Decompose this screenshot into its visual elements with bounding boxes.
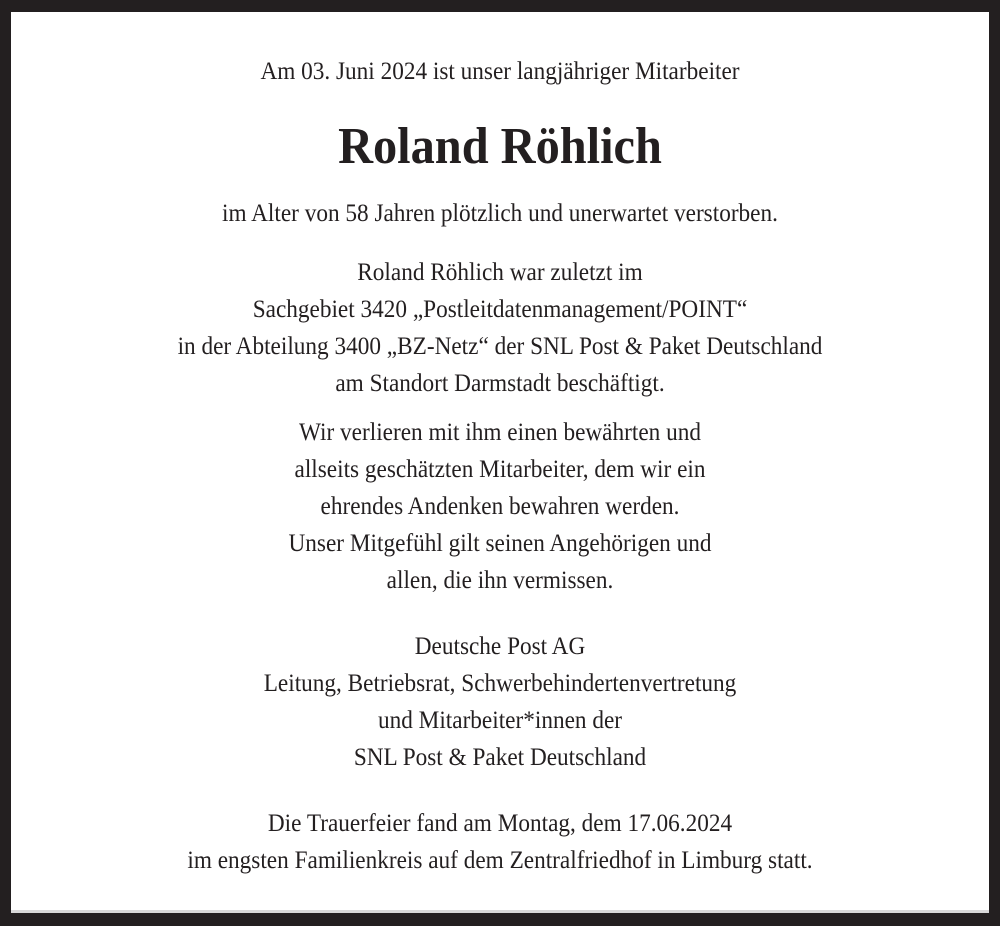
funeral-line: im engsten Familienkreis auf dem Zentralfriedhof in Limburg statt. [187, 847, 813, 874]
position-line: Roland Röhlich war zuletzt im [357, 259, 643, 286]
signature-line: Leitung, Betriebsrat, Schwerbehindertenvertretung [263, 670, 737, 697]
tribute-line: Unser Mitgefühl gilt seinen Angehörigen und [288, 530, 712, 557]
position-line: am Standort Darmstadt beschäftigt. [335, 370, 665, 397]
signature-line: Deutsche Post AG [414, 633, 586, 660]
position-line: Sachgebiet 3420 „Postleitdatenmanagement/POINT“ [252, 296, 748, 323]
tribute-line: allseits geschätzten Mitarbeiter, dem wir ein [294, 456, 706, 483]
funeral-line: Die Trauerfeier fand am Montag, dem 17.06.2024 [267, 810, 733, 837]
death-text: im Alter von 58 Jahren plötzlich und unerwartet verstorben. [222, 200, 778, 227]
deceased-name: Roland Röhlich [338, 118, 662, 175]
signature-line: SNL Post & Paket Deutschland [353, 744, 647, 771]
tribute-line: ehrendes Andenken bewahren werden. [320, 493, 680, 520]
tribute-line: Wir verlieren mit ihm einen bewährten und [299, 419, 701, 446]
intro-text: Am 03. Juni 2024 ist unser langjähriger Mitarbeiter [260, 58, 740, 85]
obituary-notice [11, 12, 989, 913]
position-line: in der Abteilung 3400 „BZ-Netz“ der SNL Post & Paket Deutschland [177, 333, 823, 360]
tribute-line: allen, die ihn vermissen. [386, 567, 614, 594]
signature-line: und Mitarbeiter*innen der [377, 707, 623, 734]
